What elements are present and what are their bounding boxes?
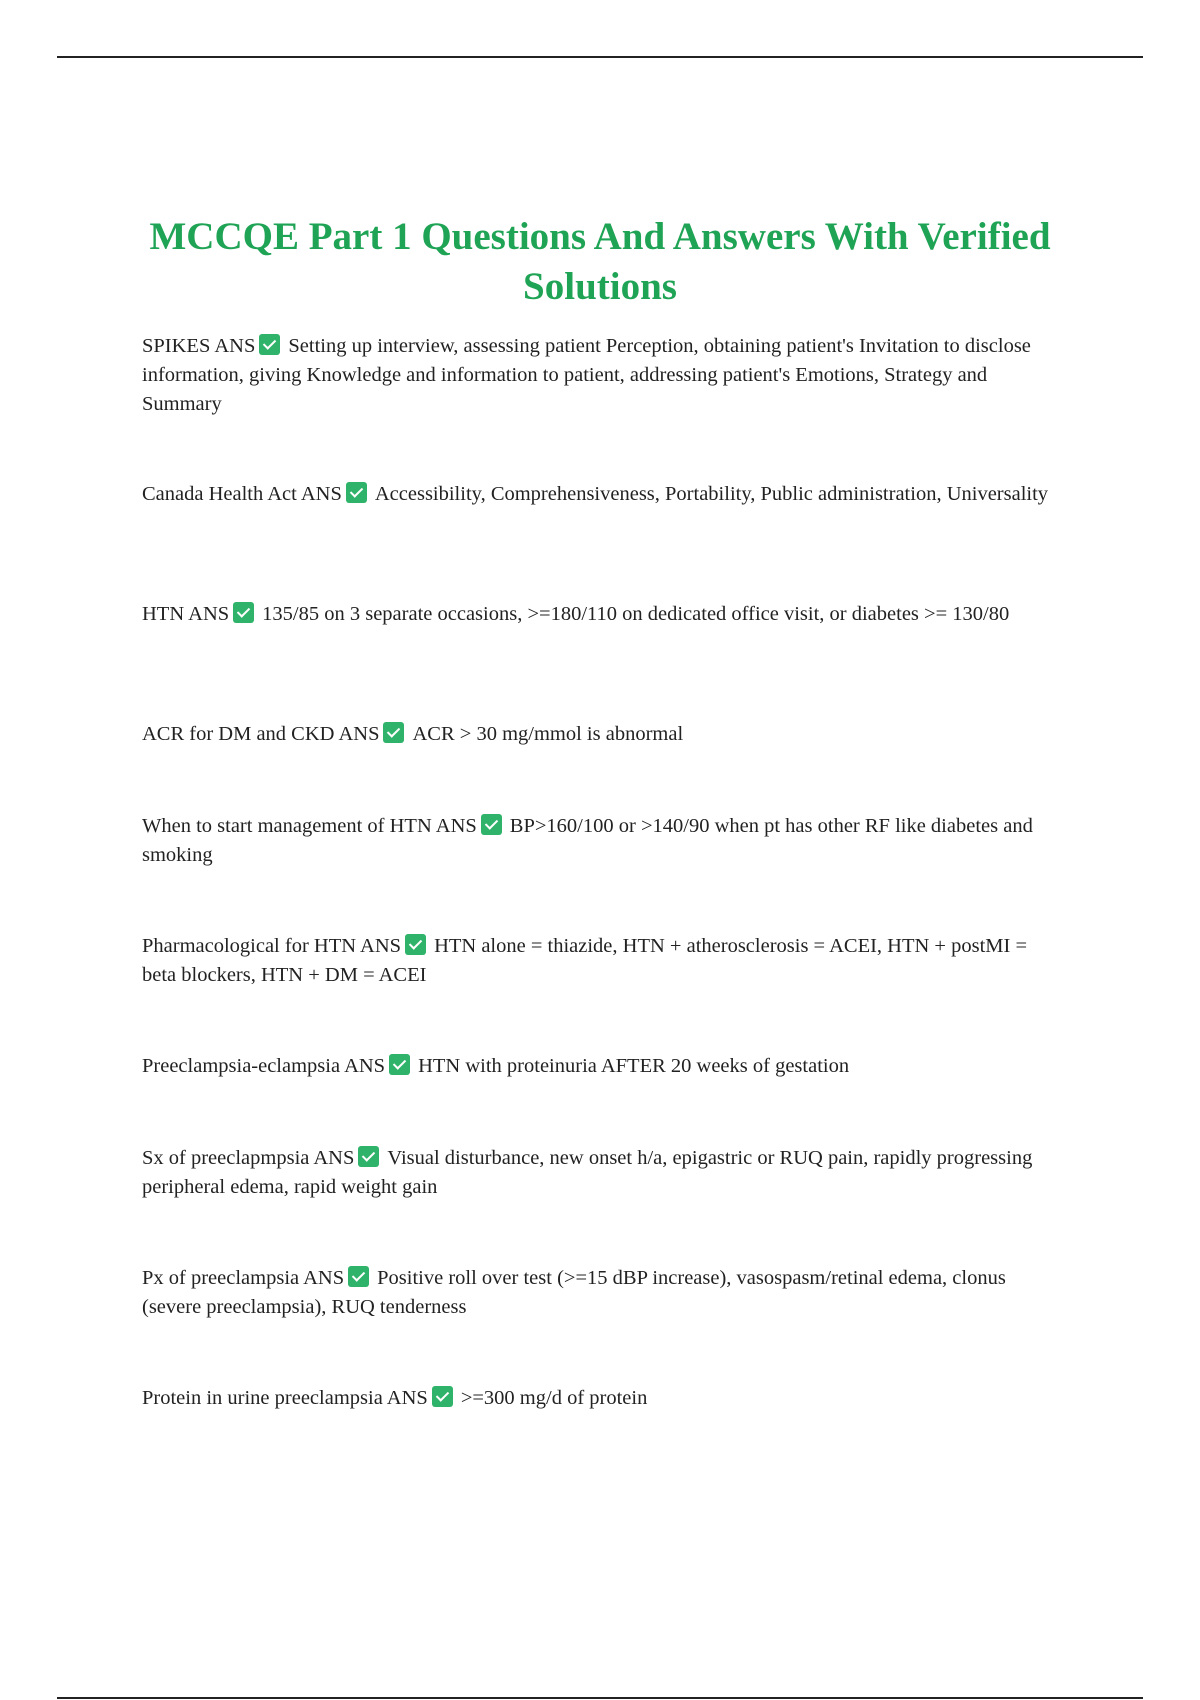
- checkmark-box-icon: [259, 334, 280, 355]
- answer-text: 135/85 on 3 separate occasions, >=180/110 on dedicated office visit, or diabetes >= 130/80: [262, 603, 1010, 625]
- question-text: Px of preeclampsia: [142, 1267, 300, 1289]
- qa-item: [142, 1264, 1062, 1322]
- answer-marker: ANS: [338, 723, 380, 745]
- answer-marker: ANS: [435, 815, 477, 837]
- answer-marker: ANS: [360, 935, 402, 957]
- qa-item: [142, 932, 1062, 990]
- question-text: SPIKES: [142, 335, 211, 357]
- checkmark-box-icon: [432, 1386, 453, 1407]
- answer-marker: ANS: [188, 603, 230, 625]
- answer-text: HTN with proteinuria AFTER 20 weeks of gestation: [418, 1055, 850, 1077]
- qa-item: [142, 480, 1062, 509]
- question-text: Pharmacological for HTN: [142, 935, 357, 957]
- checkmark-box-icon: [383, 722, 404, 743]
- checkmark-box-icon: [405, 934, 426, 955]
- answer-text: Positive roll over test (>=15 dBP increase), vasospasm/retinal edema, clonus (severe preeclampsia), RUQ tenderness: [142, 1267, 1006, 1318]
- top-divider: [57, 56, 1143, 58]
- page-title: MCCQE Part 1 Questions And Answers With Verified Solutions: [149, 215, 1051, 308]
- answer-text: >=300 mg/d of protein: [460, 1387, 648, 1409]
- question-text: Preeclampsia-eclampsia: [142, 1055, 341, 1077]
- answer-text: HTN alone = thiazide, HTN + atherosclerosis = ACEI, HTN + postMI = beta blockers, HTN + DM = ACEI: [142, 935, 1028, 986]
- answer-text: Setting up interview, assessing patient Perception, obtaining patient's Invitation to disclose information, giving Knowledge and information to patient, addressing patient's Emotions, Strategy and Summary: [142, 335, 1031, 415]
- answer-text: Accessibility, Comprehensiveness, Portability, Public administration, Universality: [374, 483, 1049, 505]
- qa-item: [142, 812, 1062, 870]
- checkmark-box-icon: [348, 1266, 369, 1287]
- answer-text: BP>160/100 or >140/90 when pt has other RF like diabetes and smoking: [142, 815, 1033, 866]
- qa-item: [142, 600, 1062, 629]
- checkmark-box-icon: [481, 814, 502, 835]
- answer-marker: ANS: [313, 1147, 355, 1169]
- qa-item: [142, 1052, 1062, 1081]
- checkmark-box-icon: [346, 482, 367, 503]
- answer-marker: ANS: [300, 483, 342, 505]
- answer-marker: ANS: [214, 335, 256, 357]
- qa-item: [142, 332, 1062, 419]
- checkmark-box-icon: [389, 1054, 410, 1075]
- qa-item: [142, 1384, 1062, 1413]
- question-text: HTN: [142, 603, 185, 625]
- question-text: Protein in urine preeclampsia: [142, 1387, 383, 1409]
- checkmark-box-icon: [358, 1146, 379, 1167]
- answer-marker: ANS: [386, 1387, 428, 1409]
- answer-marker: ANS: [344, 1055, 386, 1077]
- bottom-divider: [57, 1697, 1143, 1699]
- qa-item: [142, 1144, 1062, 1202]
- answer-text: ACR > 30 mg/mmol is abnormal: [412, 723, 684, 745]
- qa-item: [142, 720, 1062, 749]
- question-text: Sx of preeclapmpsia: [142, 1147, 310, 1169]
- answer-marker: ANS: [303, 1267, 345, 1289]
- checkmark-box-icon: [233, 602, 254, 623]
- question-text: ACR for DM and CKD: [142, 723, 335, 745]
- question-text: Canada Health Act: [142, 483, 297, 505]
- answer-text: Visual disturbance, new onset h/a, epigastric or RUQ pain, rapidly progressing peripheral edema, rapid weight gain: [142, 1147, 1033, 1198]
- question-text: When to start management of HTN: [142, 815, 432, 837]
